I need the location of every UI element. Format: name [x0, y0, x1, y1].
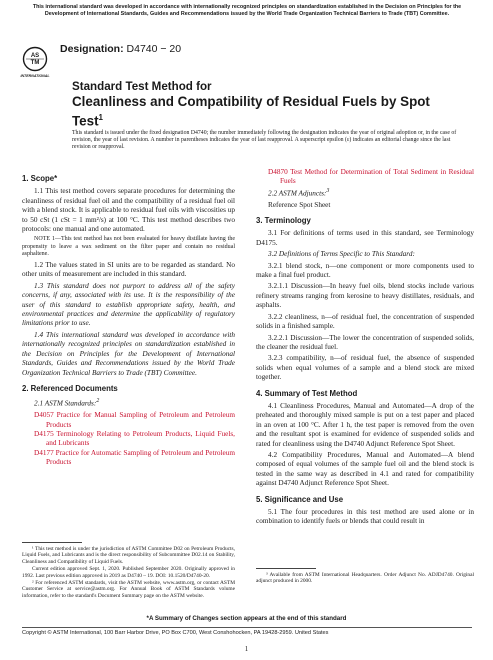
para-3-2: 3.2 Definitions of Terms Specific to This Standard:	[268, 250, 415, 259]
svg-text:AS: AS	[30, 53, 40, 59]
right-column	[256, 168, 474, 529]
designation-code: D4740 − 20	[126, 43, 182, 55]
footnote-divider-right	[256, 568, 316, 569]
para-4-2: 4.2 Compatibility Procedures, Manual and Automated—A blend composed of equal volumes of the sample fuel oil and the blend stock is tested in the same way as described in 4.1 and rated for compatibility against D4740 Adjunct Reference Spot Sheet.	[256, 450, 474, 488]
section-heading-terminology: 3. Terminology	[256, 216, 311, 226]
title-line-1: Standard Test Method for	[72, 80, 212, 93]
reference-d4057[interactable]: D4057 Practice for Manual Sampling of Petroleum and Petroleum Products	[34, 411, 235, 429]
para-3-2-1: 3.2.1 blend stock, n—one component or more components used to make a final fuel product.	[256, 261, 474, 280]
left-column	[22, 174, 235, 468]
designation-label: Designation:	[60, 43, 124, 55]
para-5-1: 5.1 The four procedures in this test method are used alone or in combination to identify fuels or blends that could result in	[256, 508, 474, 526]
astm-logo	[22, 46, 48, 82]
svg-text:TM: TM	[30, 60, 40, 66]
footnotes-left	[22, 546, 235, 600]
issuance-statement: This standard is issued under the fixed designation D4740; the number immediately following the designation indicates the year of original adoption or, in the case of revision, the year of last revision. A number in parentheses indicates the year of last reapproval. A superscript epsilon (ε) indicates an editorial change since the last revision or reapproval.	[72, 130, 457, 150]
page-number: 1	[244, 645, 249, 653]
footnote-3: ³ Available from ASTM International Headquarters. Order Adjunct No. ADJD4740. Original adjunct produced in 2000.	[256, 572, 474, 585]
para-1-1: 1.1 This test method covers separate procedures for determining the cleanliness of residual fuel oil and the compatibility of a residual fuel oil with a blend stock. It is applicable to residual fuel oils with viscosities up to 50 cSt (1 cSt = 1 mm²/s) at 100 °C. This test method describes two protocols: one manual and one automated.	[22, 187, 235, 234]
reference-d4870[interactable]: D4870 Test Method for Determination of Total Sediment in Residual Fuels	[268, 168, 474, 186]
footnote-divider-left	[22, 542, 82, 543]
designation	[60, 43, 181, 55]
reference-d4177[interactable]: D4177 Practice for Automatic Sampling of Petroleum and Petroleum Products	[34, 448, 235, 467]
tbt-notice: This international standard was developed in accordance with internationally recognized principles on standardization established in the Decision on Principles for the Development of International Standards, Guides and Recommendations issued by the World Trade Organization Technical Barriers to Trade (TBT) Committee.	[32, 4, 462, 17]
para-3-2-2: 3.2.2 cleanliness, n—of residual fuel, the concentration of suspended solids in a finished sample.	[256, 312, 474, 331]
footnote-1: ¹ This test method is under the jurisdiction of ASTM Committee D02 on Petroleum Products, Liquid Fuels, and Lubricants and is the direct responsibility of Subcommittee D02.14 on Stability, Cleanliness and Compatibility of Liquid Fuels.	[22, 546, 235, 565]
footer-rule	[22, 627, 472, 628]
section-heading-summary: 4. Summary of Test Method	[256, 388, 358, 398]
para-3-2-1-1: 3.2.1.1 Discussion—In heavy fuel oils, blend stocks include various refinery streams ranging from kerosine to heavy distillates, residuals, and asphalts.	[256, 282, 474, 310]
section-heading-referenced-documents: 2. Referenced Documents	[22, 383, 118, 393]
para-1-3: 1.3 This standard does not purport to address all of the safety concerns, if any, associated with its use. It is the responsibility of the user of this standard to establish appropriate safety, health, and environmental practices and determine the applicability of regulatory limitations prior to use.	[22, 281, 235, 328]
para-3-2-3: 3.2.3 compatibility, n—of residual fuel, the absence of suspended solids when equal volumes of a sample and a blend stock are mixed together.	[256, 354, 474, 382]
footnote-1-edition: Current edition approved Sept. 1, 2020. Published September 2020. Originally approved in 1992. Last previous edition approved in 2019 as D4740 – 19. DOI: 10.1520/D4740-20.	[22, 566, 235, 579]
para-1-4: 1.4 This international standard was developed in accordance with internationally recognized principles on standardization established in the Decision on Principles for the Development of International Standards, Guides and Recommendations issued by the World Trade Organization Technical Barriers to Trade (TBT) Committee.	[22, 330, 235, 377]
section-heading-scope: 1. Scope*	[22, 174, 58, 183]
para-4-1: 4.1 Cleanliness Procedures, Manual and Automated—A drop of the preheated and thoroughly mixed sample is put on a test paper and placed in an oven at 100 °C. After 1 h, the test paper is removed from the oven and the resultant spot is examined for evidence of suspended solids and rated for cleanliness using the D4740 Adjunct Reference Spot Sheet.	[256, 401, 474, 448]
para-3-1: 3.1 For definitions of terms used in this standard, see Terminology D4175.	[256, 229, 474, 247]
footnote-2: ² For referenced ASTM standards, visit the ASTM website, www.astm.org, or contact ASTM Customer Service at service@astm.org. For Annual Book of ASTM Standards volume information, refer to the standard's Document Summary page on the ASTM website.	[22, 580, 235, 599]
adjunct-reference-spot-sheet: Reference Spot Sheet	[268, 200, 331, 209]
reference-d4175[interactable]: D4175 Terminology Relating to Petroleum Products, Liquid Fuels, and Lubricants	[34, 429, 235, 448]
para-1-2: 1.2 The values stated in SI units are to be regarded as standard. No other units of measurement are included in this standard.	[22, 261, 235, 279]
svg-text:INTERNATIONAL: INTERNATIONAL	[20, 74, 50, 78]
section-heading-significance: 5. Significance and Use	[256, 494, 344, 504]
title-line-2: Cleanliness and Compatibility of Residual Fuels by Spot Test$^1$	[72, 94, 430, 129]
note-1: NOTE 1—This test method has not been evaluated for heavy distillate having the propensity to leave a wax sediment on the filter paper and contain no residual asphaltene.	[22, 236, 235, 257]
copyright-line: Copyright © ASTM International, 100 Barr Harbor Drive, PO Box C700, West Conshohocken, PA 19428-2959. United States	[22, 630, 329, 636]
summary-of-changes-notice: *A Summary of Changes section appears at the end of this standard	[146, 615, 347, 622]
para-2-1: 2.1 ASTM Standards:$^2$	[34, 398, 100, 408]
para-3-2-2-1: 3.2.2.1 Discussion—The lower the concentration of suspended solids, the cleaner the residual fuel.	[256, 333, 474, 351]
para-2-2: 2.2 ASTM Adjuncts:$^3$	[268, 187, 330, 198]
